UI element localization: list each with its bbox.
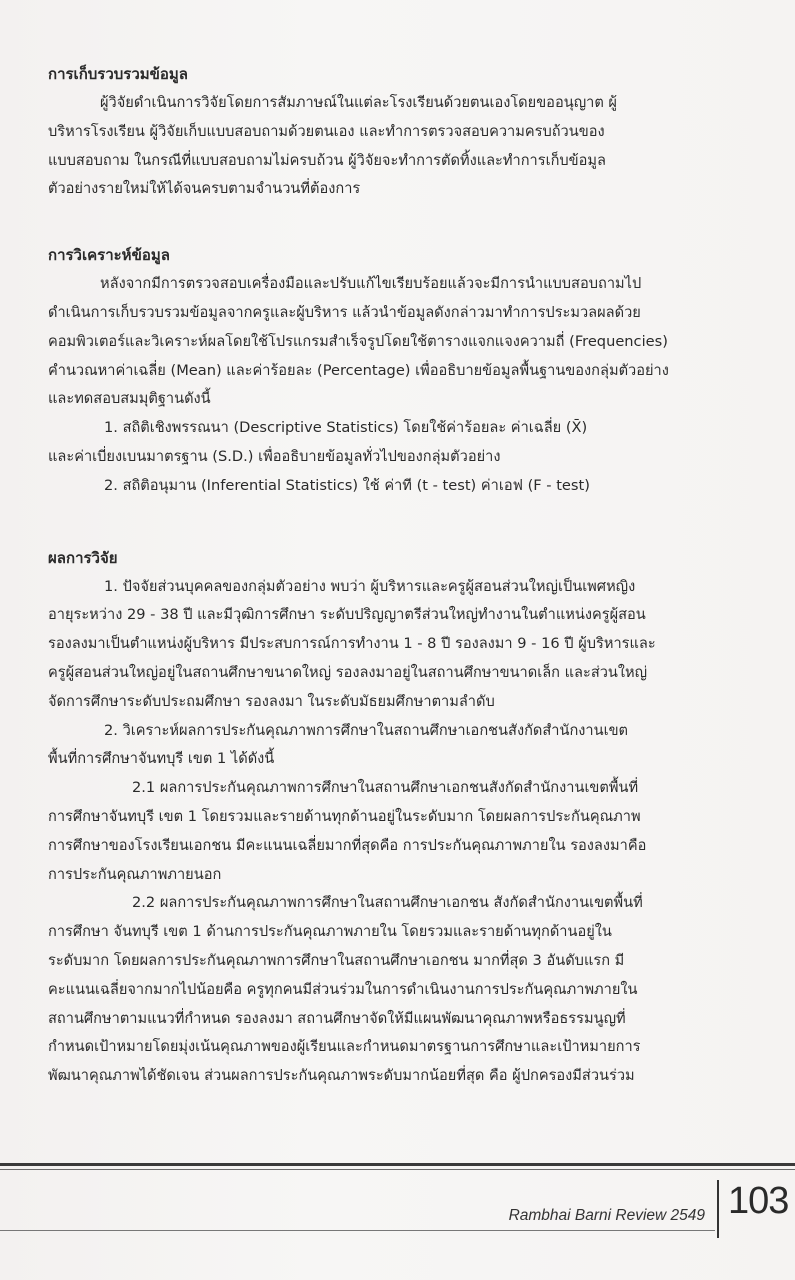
page-body	[48, 60, 723, 1091]
section-heading-results: ผลการวิจัย	[48, 548, 118, 567]
page-number: 103	[728, 1180, 789, 1222]
paragraph-line: การศึกษาของโรงเรียนเอกชน มีคะแนนเฉลี่ยมากที่สุดคือ การประกันคุณภาพภายใน รองลงมาคือ	[48, 836, 647, 854]
footer-divider-thin	[0, 1169, 795, 1170]
paragraph-line: ครูผู้สอนส่วนใหญ่อยู่ในสถานศึกษาขนาดใหญ่ รองลงมาอยู่ในสถานศึกษาขนาดเล็ก และส่วนใหญ่	[48, 663, 648, 681]
paragraph-line: หลังจากมีการตรวจสอบเครื่องมือและปรับแก้ไขเรียบร้อยแล้วจะมีการนำแบบสอบถามไป	[100, 275, 642, 293]
paragraph-line: คำนวณหาค่าเฉลี่ย (Mean) และค่าร้อยละ (Percentage) เพื่ออธิบายข้อมูลพื้นฐานของกลุ่มตัวอย่าง	[48, 361, 669, 379]
paragraph-line: การประกันคุณภาพภายนอก	[48, 865, 222, 883]
paragraph-line: การศึกษาจันทบุรี เขต 1 โดยรวมและรายด้านทุกด้านอยู่ในระดับมาก โดยผลการประกันคุณภาพ	[48, 807, 641, 825]
paragraph-line: จัดการศึกษาระดับประถมศึกษา รองลงมา ในระดับมัธยมศึกษาตามลำดับ	[48, 692, 495, 710]
list-item: 2. สถิติอนุมาน (Inferential Statistics) ใช้ ค่าที (t - test) ค่าเอฟ (F - test)	[104, 476, 590, 494]
footer-divider	[0, 1163, 795, 1166]
page-number-separator	[717, 1180, 719, 1238]
section-heading-data-analysis: การวิเคราะห์ข้อมูล	[48, 246, 170, 265]
list-item: 2. วิเคราะห์ผลการประกันคุณภาพการศึกษาในสถานศึกษาเอกชนสังกัดสำนักงานเขต	[104, 721, 629, 739]
paragraph-line: ระดับมาก โดยผลการประกันคุณภาพการศึกษาในสถานศึกษาเอกชน มากที่สุด 3 อันดับแรก มี	[48, 951, 625, 969]
paragraph-line: ดำเนินการเก็บรวบรวมข้อมูลจากครูและผู้บริหาร แล้วนำข้อมูลดังกล่าวมาทำการประมวลผลด้วย	[48, 303, 641, 321]
paragraph-line: และทดสอบสมมุติฐานดังนี้	[48, 390, 211, 408]
sub-list-item: 2.1 ผลการประกันคุณภาพการศึกษาในสถานศึกษาเอกชนสังกัดสำนักงานเขตพื้นที่	[132, 779, 639, 797]
paragraph-line: ตัวอย่างรายใหม่ให้ได้จนครบตามจำนวนที่ต้องการ	[48, 180, 361, 198]
paragraph-line: พื้นที่การศึกษาจันทบุรี เขต 1 ได้ดังนี้	[48, 750, 275, 768]
paragraph-line: พัฒนาคุณภาพได้ชัดเจน ส่วนผลการประกันคุณภาพระดับมากน้อยที่สุด คือ ผู้ปกครองมีส่วนร่วม	[48, 1067, 635, 1085]
paragraph-line: กำหนดเป้าหมายโดยมุ่งเน้นคุณภาพของผู้เรียนและกำหนดมาตรฐานการศึกษาและเป้าหมายการ	[48, 1038, 641, 1056]
paragraph-line: แบบสอบถาม ในกรณีที่แบบสอบถามไม่ครบถ้วน ผู้วิจัยจะทำการตัดทิ้งและทำการเก็บข้อมูล	[48, 151, 606, 169]
section-heading-data-collection: การเก็บรวบรวมข้อมูล	[48, 65, 189, 83]
paragraph-line: บริหารโรงเรียน ผู้วิจัยเก็บแบบสอบถามด้วยตนเอง และทำการตรวจสอบความครบถ้วนของ	[48, 122, 605, 140]
paragraph-line: สถานศึกษาตามแนวที่กำหนด รองลงมา สถานศึกษาจัดให้มีแผนพัฒนาคุณภาพหรือธรรมนูญที่	[48, 1009, 626, 1027]
paragraph-line: การศึกษา จันทบุรี เขต 1 ด้านการประกันคุณภาพภายใน โดยรวมและรายด้านทุกด้านอยู่ใน	[48, 923, 612, 941]
list-item: 1. ปัจจัยส่วนบุคคลของกลุ่มตัวอย่าง พบว่า ผู้บริหารและครูผู้สอนส่วนใหญ่เป็นเพศหญิง	[104, 577, 636, 595]
journal-title: Rambhai Barni Review 2549	[508, 1207, 705, 1224]
paragraph-line: และค่าเบี่ยงเบนมาตรฐาน (S.D.) เพื่ออธิบายข้อมูลทั่วไปของกลุ่มตัวอย่าง	[48, 447, 501, 465]
paragraph-line: คะแนนเฉลี่ยจากมากไปน้อยคือ ครูทุกคนมีส่วนร่วมในการดำเนินงานการประกันคุณภาพภายใน	[48, 980, 638, 998]
sub-list-item: 2.2 ผลการประกันคุณภาพการศึกษาในสถานศึกษาเอกชน สังกัดสำนักงานเขตพื้นที่	[132, 894, 643, 912]
list-item: 1. สถิติเชิงพรรณนา (Descriptive Statistics) โดยใช้ค่าร้อยละ ค่าเฉลี่ย (X̄)	[104, 419, 588, 437]
paragraph-line: อายุระหว่าง 29 - 38 ปี และมีวุฒิการศึกษา ระดับปริญญาตรีส่วนใหญ่ทำงานในตำแหน่งครูผู้สอน	[48, 606, 646, 624]
paragraph-line: รองลงมาเป็นตำแหน่งผู้บริหาร มีประสบการณ์การทำงาน 1 - 8 ปี รองลงมา 9 - 16 ปี ผู้บริหารและ	[48, 635, 656, 653]
paragraph-line: ผู้วิจัยดำเนินการวิจัยโดยการสัมภาษณ์ในแต่ละโรงเรียนด้วยตนเองโดยขออนุญาต ผู้	[100, 94, 617, 111]
footer-underline	[0, 1230, 715, 1231]
paragraph-line: คอมพิวเตอร์และวิเคราะห์ผลโดยใช้โปรแกรมสำเร็จรูปโดยใช้ตารางแจกแจงความถี่ (Frequencies)	[48, 332, 668, 350]
